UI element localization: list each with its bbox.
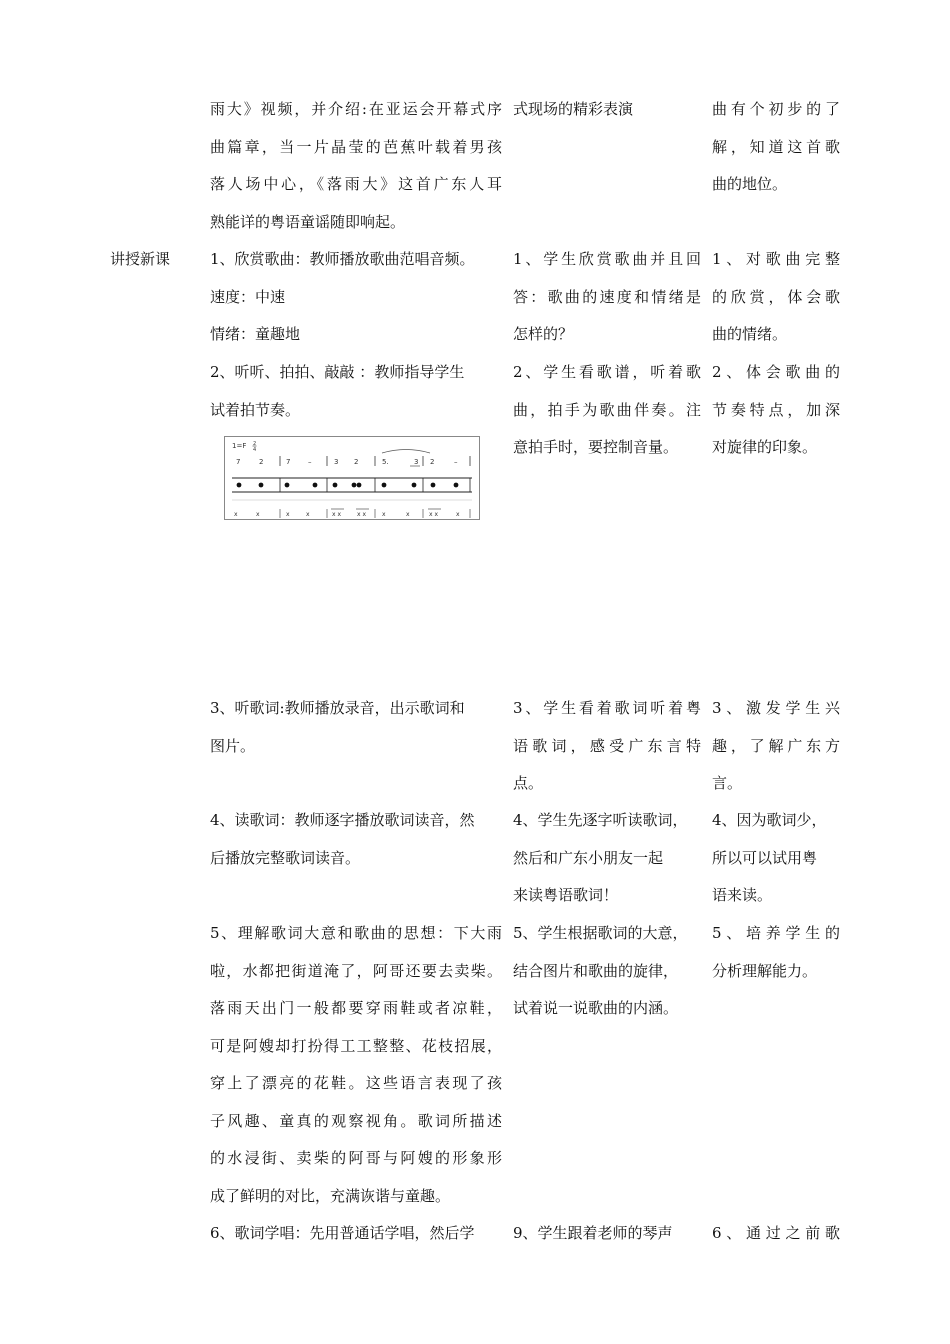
text-line: 6、通过之前歌 (712, 1224, 840, 1242)
text-line: 曲的情绪。 (712, 325, 788, 343)
score-rhythm-mark: x (306, 511, 310, 518)
text-line: 落人场中心，《落雨大》这首广东人耳 (210, 175, 502, 193)
score-key: 1=F (232, 442, 247, 450)
text-line: 2、体会歌曲的 (712, 363, 840, 381)
text-line: 来读粤语歌词！ (513, 886, 619, 904)
step6-purpose (712, 1215, 840, 1253)
rhythm-score-image (224, 436, 480, 520)
score-time-top: 2 (253, 441, 257, 447)
text-line: 趣，了解广东方 (712, 736, 840, 755)
text-line: 试着说一说歌曲的内涵。 (513, 999, 679, 1017)
score-note: 7 (286, 458, 291, 466)
score-note: 2 (354, 458, 359, 466)
score-rhythm-mark: x (382, 511, 386, 518)
text-line: 语歌词，感受广东言特 (513, 736, 701, 755)
text-line: 曲的地位。 (712, 175, 788, 193)
text-line: 言。 (712, 774, 743, 792)
score-rhythm-mark: x x (429, 511, 439, 518)
text-line: 穿上了漂亮的花鞋。这些语言表现了孩 (210, 1074, 502, 1092)
step6-student (513, 1215, 701, 1253)
text-line: 4、读歌词：教师逐字播放歌词读音，然 (210, 811, 475, 829)
text-line: 2、听听、拍拍、敲敲 ：教师指导学生 (210, 363, 465, 381)
score-beat-dot (431, 483, 436, 488)
score-rhythm-mark: x (286, 511, 290, 518)
score-rhythm-mark: x (256, 511, 260, 518)
text-line: 速度：中速 (210, 287, 286, 306)
text-line: 曲，拍手为歌曲伴奏。注 (513, 400, 701, 419)
score-beat-dot (237, 483, 242, 488)
text-line: 分析理解能力。 (712, 961, 818, 980)
step4-teacher (210, 802, 502, 877)
text-line: 试着拍节奏。 (210, 400, 301, 419)
text-line: 熟能详的粤语童谣随即响起。 (210, 212, 406, 231)
step5-student (513, 915, 701, 1028)
score-note: 2 (259, 458, 264, 466)
text-line: 5、培养学生的 (712, 924, 840, 942)
text-line: 情绪：童趣地 (210, 325, 301, 343)
step3-teacher (210, 690, 502, 765)
step6-teacher (210, 1215, 502, 1253)
text-line: 图片。 (210, 736, 256, 755)
text-line: 5、学生根据歌词的大意， (513, 924, 688, 942)
text-line: 曲有个初步的了 (712, 100, 840, 118)
text-line: 可是阿嫂却打扮得工工整整、花枝招展， (210, 1036, 502, 1055)
text-line: 2、学生看歌谱，听着歌 (513, 363, 701, 381)
text-line: 啦，水都把街道淹了，阿哥还要去卖柴。 (210, 961, 502, 980)
text-line: 语来读。 (712, 886, 773, 904)
score-beat-dot (313, 483, 318, 488)
text-line: 1、欣赏歌曲：教师播放歌曲范唱音频。 (210, 250, 475, 268)
text-line: 解，知道这首歌 (712, 137, 840, 156)
score-note: 3 (414, 458, 419, 466)
top-student-text (513, 91, 701, 129)
score-rhythm-mark: x x (357, 511, 367, 518)
score-note: – (308, 458, 312, 466)
text-line: 6、歌词学唱：先用普通话学唱，然后学 (210, 1224, 475, 1242)
score-beat-dot (454, 483, 459, 488)
score-rhythm-mark: x (406, 511, 410, 518)
text-line: 3、学生看着歌词听着粤 (513, 699, 701, 717)
section-label-text: 讲授新课 (110, 250, 171, 268)
score-beat-dot (259, 483, 264, 488)
step4-student (513, 802, 701, 915)
score-time-bottom: 4 (253, 447, 257, 453)
step1-purpose (712, 241, 840, 354)
step1-student (513, 241, 701, 354)
text-line: 答：歌曲的速度和情绪是 (513, 287, 701, 306)
text-line: 结合图片和歌曲的旋律， (513, 961, 679, 980)
text-line: 点。 (513, 774, 544, 792)
text-line: 后播放完整歌词读音。 (210, 848, 361, 867)
step4-purpose (712, 802, 840, 915)
score-rhythm-mark: x (234, 511, 238, 518)
step3-purpose (712, 690, 840, 803)
score-beat-dot (352, 483, 357, 488)
score-note: 5. (382, 458, 389, 466)
score-beat-dot (333, 483, 338, 488)
score-note: – (454, 458, 458, 466)
step3-student (513, 690, 701, 803)
text-line: 4、因为歌词少， (712, 811, 827, 829)
text-line: 怎样的？ (513, 325, 574, 343)
text-line: 1、对歌曲完整 (712, 250, 840, 268)
score-rhythm-mark: x x (332, 511, 342, 518)
text-line: 曲篇章，当一片晶莹的芭蕉叶载着男孩 (210, 137, 502, 156)
text-line: 雨大》视频，并介绍:在亚运会开幕式序 (210, 100, 502, 118)
text-line: 意拍手时，要控制音量。 (513, 438, 679, 456)
score-rhythm-mark: x (456, 511, 460, 518)
text-line: 5、理解歌词大意和歌曲的思想：下大雨 (210, 924, 502, 942)
score-beat-dot (382, 483, 387, 488)
text-line: 所以可以试用粤 (712, 848, 818, 867)
step2-purpose (712, 354, 840, 467)
step1-teacher (210, 241, 502, 354)
score-beat-dot (357, 483, 362, 488)
score-note: 3 (334, 458, 339, 466)
text-line: 成了鲜明的对比，充满诙谐与童趣。 (210, 1186, 451, 1205)
text-line: 然后和广东小朋友一起 (513, 848, 664, 867)
text-line: 式现场的精彩表演 (513, 100, 634, 118)
score-beat-dot (412, 483, 417, 488)
section-label (110, 241, 190, 279)
text-line: 3、听歌词:教师播放录音，出示歌词和 (210, 699, 465, 717)
text-line: 的水浸街、卖柴的阿哥与阿嫂的形象形 (210, 1149, 502, 1167)
text-line: 1、学生欣赏歌曲并且回 (513, 250, 701, 268)
text-line: 4、学生先逐字听读歌词， (513, 811, 688, 829)
text-line: 的欣赏，体会歌 (712, 287, 840, 306)
top-purpose-text (712, 91, 840, 204)
text-line: 3、激发学生兴 (712, 699, 840, 717)
top-teacher-text (210, 91, 502, 241)
step2-student (513, 354, 701, 467)
score-beat-dot (285, 483, 290, 488)
text-line: 落雨天出门一般都要穿雨鞋或者凉鞋， (210, 999, 502, 1017)
text-line: 对旋律的印象。 (712, 438, 818, 456)
score-note: 7 (236, 458, 241, 466)
step5-teacher (210, 915, 502, 1215)
text-line: 节奏特点，加深 (712, 400, 840, 419)
step2-teacher (210, 354, 502, 429)
text-line: 子风趣、童真的观察视角。歌词所描述 (210, 1111, 502, 1130)
step5-purpose (712, 915, 840, 990)
text-line: 9、学生跟着老师的琴声 (513, 1224, 673, 1242)
score-note: 2 (430, 458, 435, 466)
